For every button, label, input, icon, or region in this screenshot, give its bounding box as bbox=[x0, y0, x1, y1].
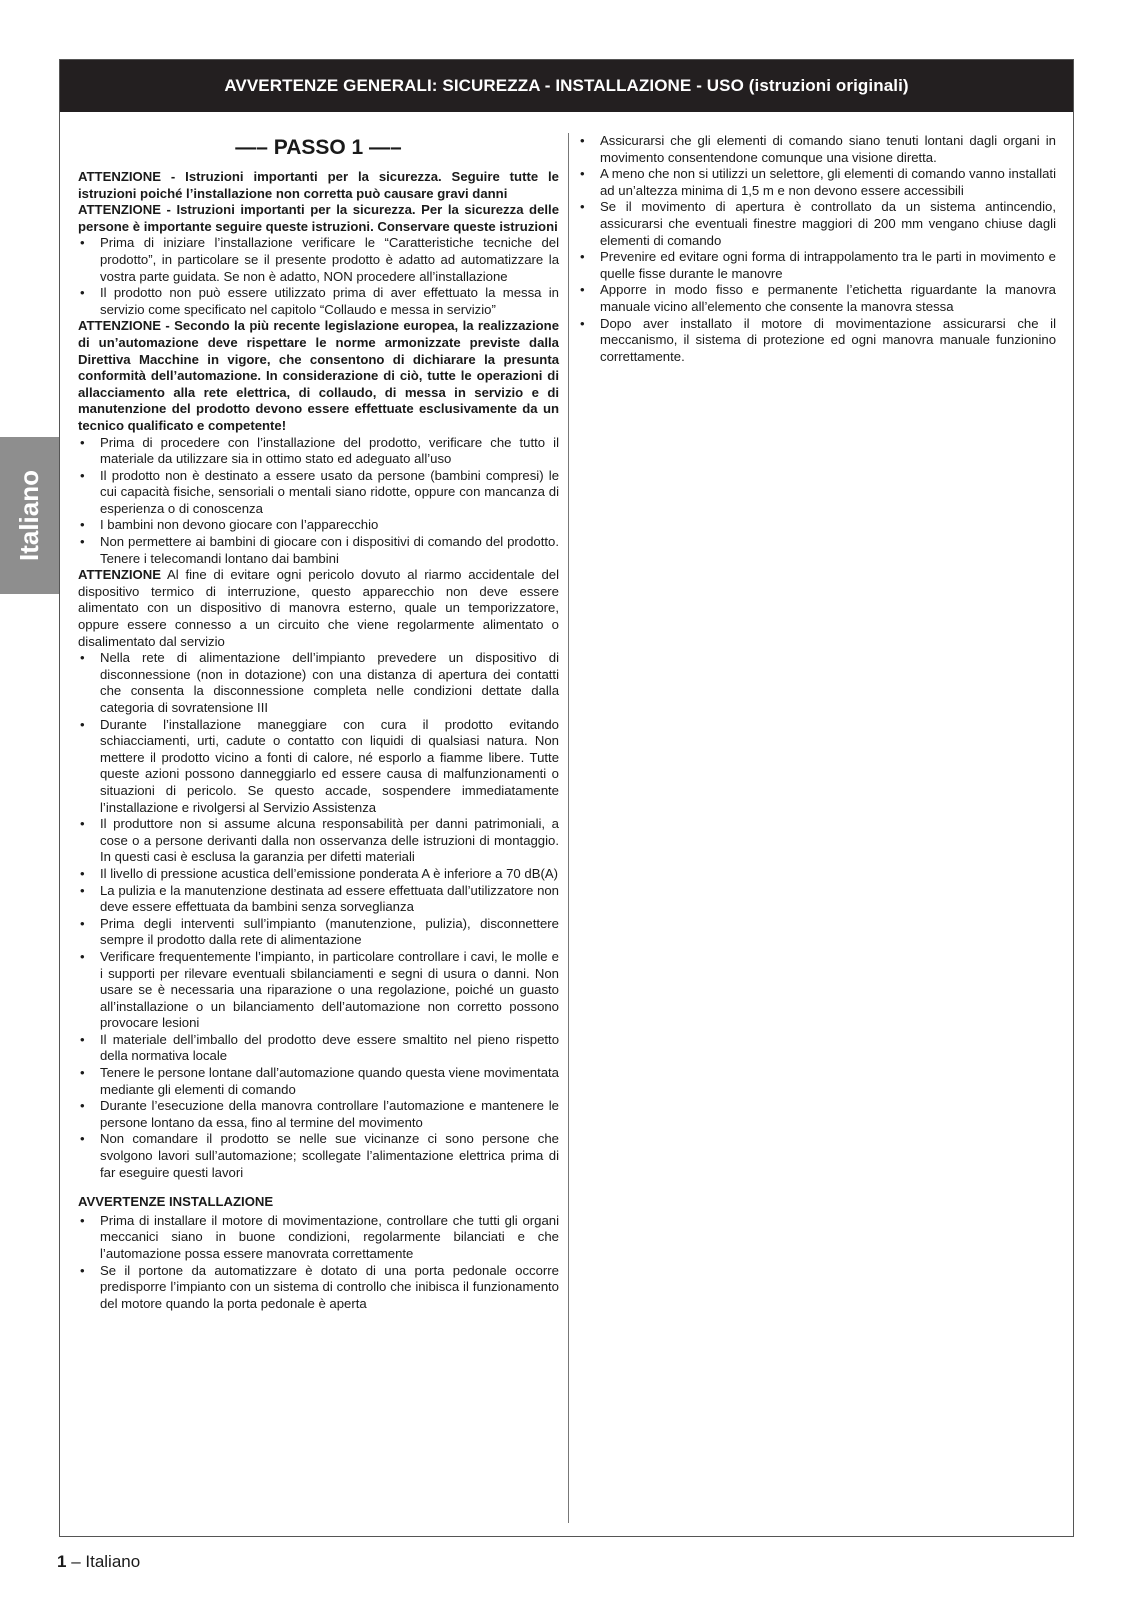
list-item: • Il materiale dell’imballo del prodotto deve essere smaltito nel pieno rispetto della normativa locale bbox=[78, 1032, 559, 1065]
list-item: • Nella rete di alimentazione dell’impianto prevedere un dispositivo di disconnessione (non in dotazione) con una distanza di apertura dei contatti che consenta la disconnessione completa nelle condizioni dettate dalla categoria di sovratensione III bbox=[78, 650, 559, 716]
language-side-tab-label: Italiano bbox=[14, 469, 45, 562]
list-item: • Se il movimento di apertura è controllato da un sistema antincendio, assicurarsi che eventuali finestre maggiori di 200 mm vengano chiuse dagli elementi di comando bbox=[578, 199, 1056, 249]
list-item: • Prevenire ed evitare ogni forma di intrappolamento tra le parti in movimento e quelle fisse durante le manovre bbox=[578, 249, 1056, 282]
list-item: • Il livello di pressione acustica dell’emissione ponderata A è inferiore a 70 dB(A) bbox=[78, 866, 559, 883]
list-item: • I bambini non devono giocare con l’apparecchio bbox=[78, 517, 559, 534]
column-divider bbox=[568, 133, 569, 1523]
list-item: • Il prodotto non può essere utilizzato prima di aver effettuato la messa in servizio come specificato nel capitolo “Collaudo e messa in servizio” bbox=[78, 285, 559, 318]
list-item: • Dopo aver installato il motore di movimentazione assicurarsi che il meccanismo, il sistema di protezione ed ogni manovra manuale funzionino correttamente. bbox=[578, 316, 1056, 366]
list-item: • Tenere le persone lontane dall’automazione quando questa viene movimentata mediante gli elementi di comando bbox=[78, 1065, 559, 1098]
language-side-tab bbox=[0, 437, 59, 594]
list-item: • Verificare frequentemente l’impianto, in particolare controllare i cavi, le molle e i supporti per rilevare eventuali sbilanciamenti e segni di usura o danni. Non usare se è necessaria una riparazione o una regolazione, poiché un guasto all’installazione o un bilanciamento dell’automazione non corretto possono provocare lesioni bbox=[78, 949, 559, 1032]
list-item: • Prima degli interventi sull’impianto (manutenzione, pulizia), disconnettere sempre il prodotto dalla rete di alimentazione bbox=[78, 916, 559, 949]
page-footer bbox=[57, 1552, 140, 1572]
bullet-list-right bbox=[578, 133, 1056, 365]
right-column bbox=[578, 133, 1056, 365]
list-item: • Apporre in modo fisso e permanente l’etichetta riguardante la manovra manuale vicino all’elemento che consente la manovra stessa bbox=[578, 282, 1056, 315]
list-item: • Prima di iniziare l’installazione verificare le “Caratteristiche tecniche del prodotto”, in particolare se il presente prodotto è adatto ad automatizzare la vostra parte guidata. Se non è adatto, NON procedere all’installazione bbox=[78, 235, 559, 285]
warning-paragraph-1: ATTENZIONE - Istruzioni importanti per la sicurezza. Seguire tutte le istruzioni poiché l’installazione non corretta può causare gravi danni bbox=[78, 169, 559, 201]
list-item: • Non comandare il prodotto se nelle sue vicinanze ci sono persone che svolgono lavori sull’automazione; scollegate l’alimentazione elettrica prima di far eseguire questi lavori bbox=[78, 1131, 559, 1181]
list-item: • Assicurarsi che gli elementi di comando siano tenuti lontani dagli organi in movimento consentendone comunque una visione diretta. bbox=[578, 133, 1056, 166]
content-frame bbox=[59, 59, 1074, 1537]
step-title: —– PASSO 1 —– bbox=[235, 136, 402, 159]
list-item: • Il produttore non si assume alcuna responsabilità per danni patrimoniali, a cose o a persone derivanti dalla non osservanza delle istruzioni di montaggio. In questi casi è esclusa la garanzia per difetti materiali bbox=[78, 816, 559, 866]
bullet-list-4 bbox=[78, 1213, 559, 1313]
list-item: • Il prodotto non è destinato a essere usato da persone (bambini compresi) le cui capacità fisiche, sensoriali o mentali siano ridotte, oppure con mancanza di esperienza o di conoscenza bbox=[78, 468, 559, 518]
warning-paragraph-2: ATTENZIONE - Istruzioni importanti per la sicurezza. Per la sicurezza delle persone è importante seguire queste istruzioni. Conservare queste istruzioni bbox=[78, 202, 559, 234]
list-item: • Se il portone da automatizzare è dotato di una porta pedonale occorre predisporre l’impianto con un sistema di controllo che inibisca il funzionamento del motore quando la porta pedonale è aperta bbox=[78, 1263, 559, 1313]
warning-paragraph-4 bbox=[78, 567, 559, 650]
list-item: • A meno che non si utilizzi un selettore, gli elementi di comando vanno installati ad un’altezza minima di 1,5 m e non devono essere accessibili bbox=[578, 166, 1056, 199]
page-number: 1 bbox=[57, 1552, 67, 1571]
list-item: • Prima di procedere con l’installazione del prodotto, verificare che tutto il materiale da utilizzare sia in ottimo stato ed adeguato all’uso bbox=[78, 435, 559, 468]
section-heading-installation: AVVERTENZE INSTALLAZIONE bbox=[78, 1194, 274, 1210]
list-item: • Durante l’installazione maneggiare con cura il prodotto evitando schiacciamenti, urti, cadute o contatto con liquidi di qualsiasi natura. Non mettere il prodotto vicino a fonti di calore, né esporlo a fiamme libere. Tutte queste azioni possono danneggiarlo ed essere causa di malfunzionamenti o situazioni di pericolo. Se questo accade, sospendere immediatamente l’installazione e rivolgersi al Servizio Assistenza bbox=[78, 717, 559, 817]
list-item: • La pulizia e la manutenzione destinata ad essere effettuata dall’utilizzatore non deve essere effettuata da bambini senza sorveglianza bbox=[78, 883, 559, 916]
footer-separator: – bbox=[66, 1552, 86, 1571]
left-column bbox=[78, 133, 559, 1312]
footer-language: Italiano bbox=[85, 1552, 141, 1571]
list-item: • Prima di installare il motore di movimentazione, controllare che tutti gli organi meccanici siano in buone condizioni, regolarmente bilanciati e che l’automazione possa essere manovrata correttamente bbox=[78, 1213, 559, 1263]
list-item: • Non permettere ai bambini di giocare con i dispositivi di comando del prodotto. Tenere i telecomandi lontano dai bambini bbox=[78, 534, 559, 567]
page-header bbox=[60, 60, 1073, 112]
warning-paragraph-3: ATTENZIONE - Secondo la più recente legislazione europea, la realizzazione di un’automazione deve rispettare le norme armonizzate previste dalla Direttiva Macchine in vigore, che consentono di dichiarare la presunta conformità dell’automazione. In considerazione di ciò, tutte le operazioni di allacciamento alla rete elettrica, di collaudo, di messa in servizio e di manutenzione del prodotto devono essere effettuate esclusivamente da un tecnico qualificato e competente! bbox=[78, 318, 559, 433]
bullet-list-2 bbox=[78, 435, 559, 568]
warning-text: Al fine di evitare ogni pericolo dovuto al riarmo accidentale del dispositivo termico di interruzione, questo apparecchio non deve essere alimentato con un dispositivo di manovra esterno, quale un temporizzatore, oppure essere connesso a un circuito che viene regolarmente alimentato o disalimentato dal servizio bbox=[78, 567, 559, 649]
page-header-title: AVVERTENZE GENERALI: SICUREZZA - INSTALLAZIONE - USO (istruzioni originali) bbox=[224, 76, 909, 95]
warning-label: ATTENZIONE bbox=[78, 567, 161, 583]
bullet-list-3 bbox=[78, 650, 559, 1181]
bullet-list-1 bbox=[78, 235, 559, 318]
list-item: • Durante l’esecuzione della manovra controllare l’automazione e mantenere le persone lontano da essa, fino al termine del movimento bbox=[78, 1098, 559, 1131]
